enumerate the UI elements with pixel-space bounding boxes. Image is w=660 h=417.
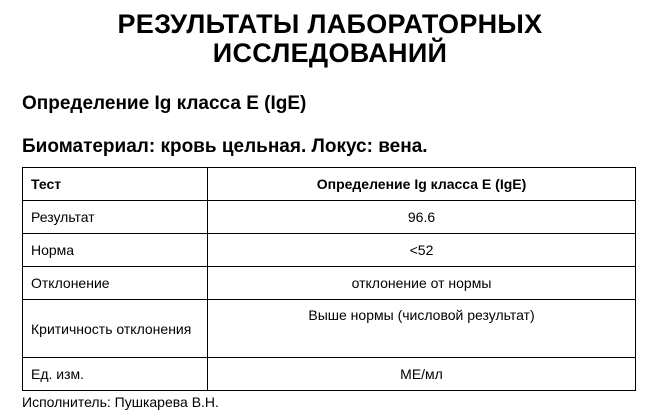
row-value-criticality: Выше нормы (числовой результат) [208,300,636,358]
header-test-label: Тест [23,168,208,201]
row-value-result: 96.6 [208,201,636,234]
test-subtitle: Определение Ig класса E (IgE) [22,93,307,114]
page-title-line-1: РЕЗУЛЬТАТЫ ЛАБОРАТОРНЫХ [117,9,543,39]
header-test-name: Определение Ig класса E (IgE) [208,168,636,201]
row-label-result: Результат [23,201,208,234]
row-label-units: Ед. изм. [23,358,208,391]
page-title [0,10,660,68]
row-label-norm: Норма [23,234,208,267]
executor-line: Исполнитель: Пушкарева В.Н. [22,394,219,410]
results-table [22,167,636,391]
table-header-row [23,168,636,201]
table-row-deviation [23,267,636,300]
row-value-deviation: отклонение от нормы [208,267,636,300]
table-row-criticality [23,300,636,358]
table-row-units [23,358,636,391]
row-value-norm: <52 [208,234,636,267]
biomaterial-info: Биоматериал: кровь цельная. Локус: вена. [22,136,428,157]
table-row-norm [23,234,636,267]
row-label-criticality: Критичность отклонения [23,300,208,358]
table-row-result [23,201,636,234]
page-title-line-2: ИССЛЕДОВАНИЙ [212,38,448,68]
row-label-deviation: Отклонение [23,267,208,300]
row-value-units: МЕ/мл [208,358,636,391]
